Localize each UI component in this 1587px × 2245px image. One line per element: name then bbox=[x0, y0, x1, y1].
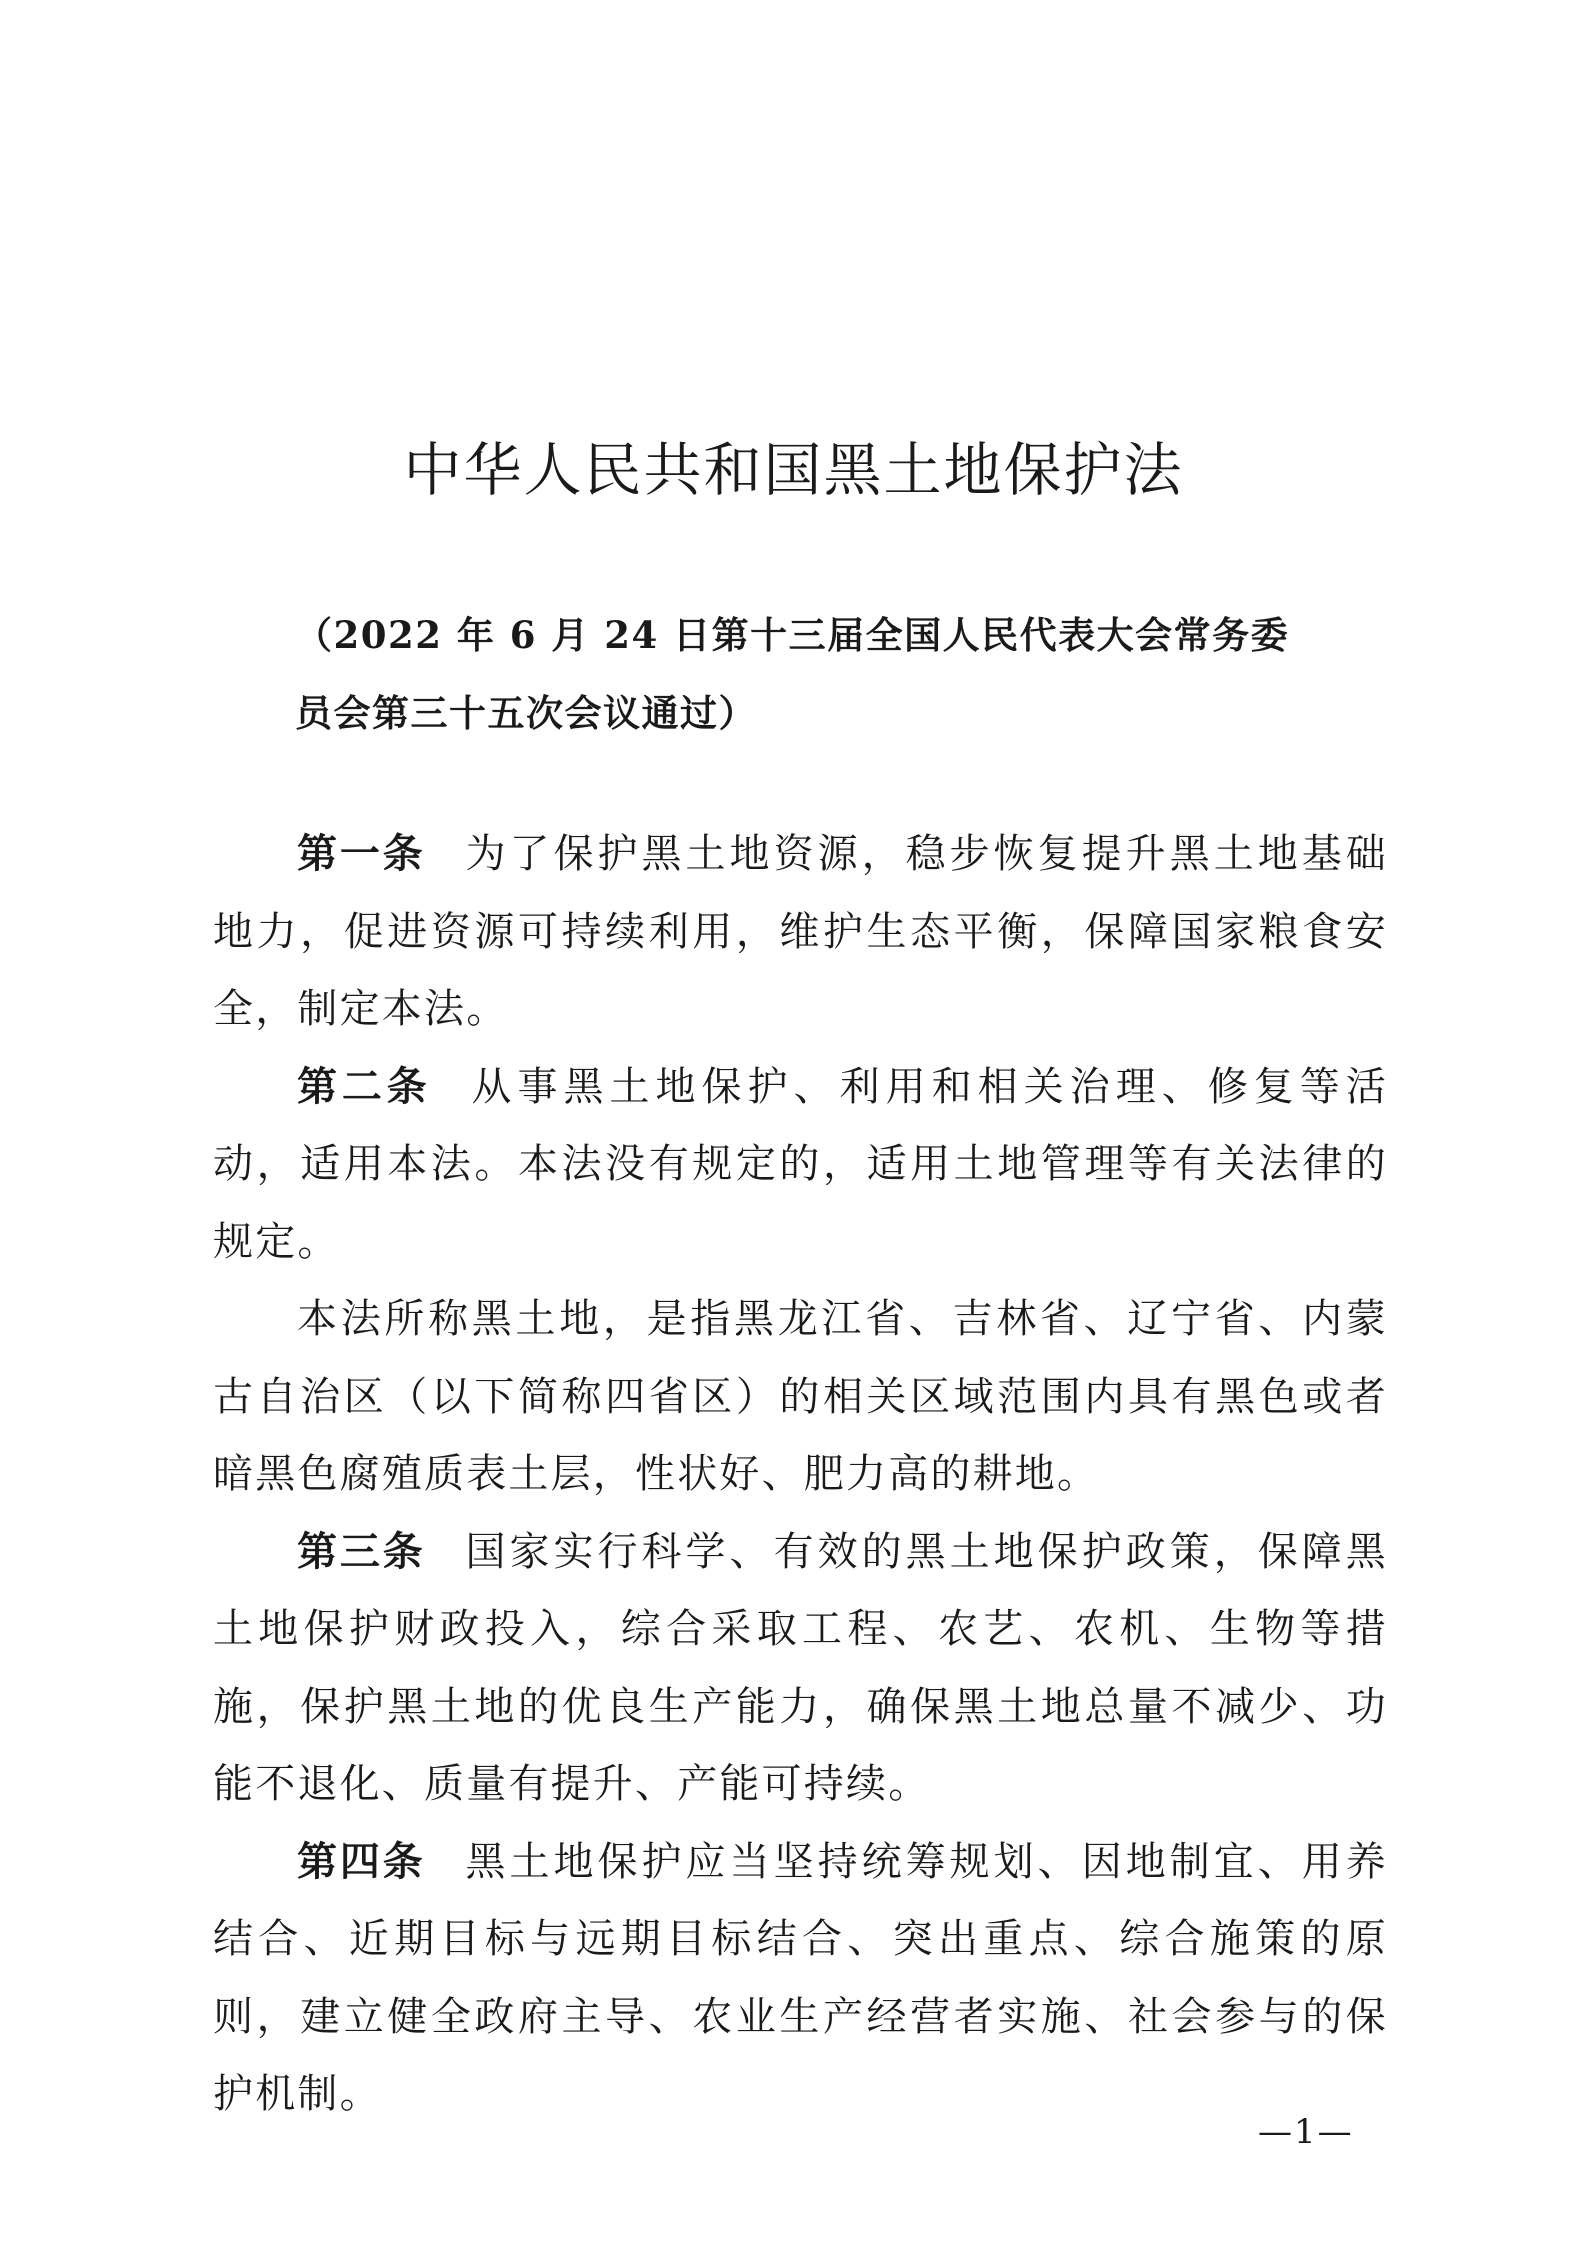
adoption-note-line-1: （2022 年 6 月 24 日第十三届全国人民代表大会常务委 bbox=[295, 613, 1290, 657]
article-text: 本法所称黑土地，是指黑龙江省、吉林省、辽宁省、内蒙古自治区（以下简称四省区）的相关区域范围内具有黑色或者暗黑色腐殖质表土层，性状好、肥力高的耕地。 bbox=[213, 1296, 1388, 1497]
page-number: —1— bbox=[1258, 2112, 1354, 2152]
article-number: 第一条 bbox=[297, 831, 426, 877]
article-text: 国家实行科学、有效的黑土地保护政策，保障黑土地保护财政投入，综合采取工程、农艺、农机、生物等措施，保护黑土地的优良生产能力，确保黑土地总量不减少、功能不退化、质量有提升、产能可持续。 bbox=[213, 1528, 1388, 1807]
article-text: 从事黑土地保护、利用和相关治理、修复等活动，适用本法。本法没有规定的，适用土地管理等有关法律的规定。 bbox=[213, 1063, 1389, 1265]
document-title: 中华人民共和国黑土地保护法 bbox=[403, 436, 1184, 504]
article-paragraph bbox=[213, 1281, 1388, 1514]
article-text: 为了保护黑土地资源，稳步恢复提升黑土地基础地力，促进资源可持续利用，维护生态平衡，保障国家粮食安全，制定本法。 bbox=[213, 831, 1388, 1032]
article-text: 黑土地保护应当坚持统筹规划、因地制宜、用养结合、近期目标与远期目标结合、突出重点、综合施策的原则，建立健全政府主导、农业生产经营者实施、社会参与的保护机制。 bbox=[213, 1838, 1388, 2117]
article-number: 第三条 bbox=[297, 1528, 426, 1575]
adoption-note bbox=[295, 596, 1345, 752]
article-paragraph bbox=[213, 1514, 1388, 1824]
article-number: 第二条 bbox=[297, 1063, 432, 1110]
document-body bbox=[213, 816, 1388, 2134]
article-paragraph bbox=[213, 1824, 1388, 2134]
article-paragraph bbox=[213, 1049, 1388, 1282]
adoption-note-line-2: 员会第三十五次会议通过） bbox=[295, 691, 757, 735]
article-number: 第四条 bbox=[297, 1838, 426, 1885]
article-paragraph bbox=[213, 816, 1388, 1049]
